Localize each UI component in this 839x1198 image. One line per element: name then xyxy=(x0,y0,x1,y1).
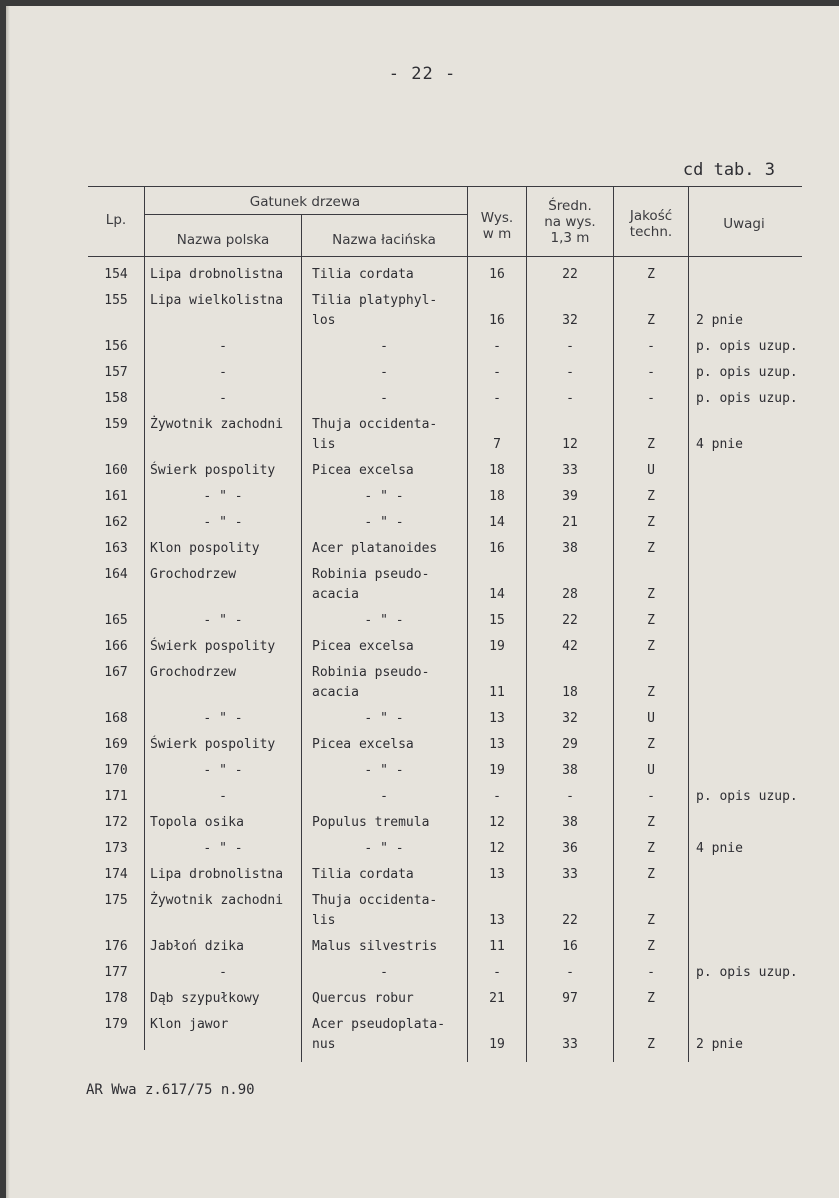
cell-sredn: 39 xyxy=(562,489,578,504)
cell-nazwa-lacinska: Tilia cordata xyxy=(312,267,414,282)
cell-jakosc: U xyxy=(647,463,655,478)
header-jakosc-line-2: techn. xyxy=(629,224,673,240)
cell-wys: 11 xyxy=(489,939,505,954)
header-sredn-line-2: na wys. xyxy=(544,214,596,230)
cell-lp: 177 xyxy=(104,965,128,980)
cell-wys: - xyxy=(493,965,501,980)
cell-lp: 167 xyxy=(104,665,128,680)
cell-nazwa-polska: Żywotnik zachodni xyxy=(150,893,284,908)
cell-nazwa-polska: Lipa wielkolistna xyxy=(150,293,284,308)
cell-nazwa-polska: - xyxy=(219,339,227,354)
cell-lp: 164 xyxy=(104,567,128,582)
cell-lp: 166 xyxy=(104,639,128,654)
header-nazwa-lacinska: Nazwa łacińska xyxy=(332,232,436,248)
cell-jakosc: Z xyxy=(647,867,655,882)
cell-nazwa-polska: Klon pospolity xyxy=(150,541,260,556)
page-spine-shadow xyxy=(6,6,10,1198)
cell-sredn: 22 xyxy=(562,913,578,928)
cell-jakosc: Z xyxy=(647,991,655,1006)
footer-archive-mark: AR Wwa z.617/75 n.90 xyxy=(86,1082,255,1098)
cell-nazwa-polska: - xyxy=(219,789,227,804)
header-wys-line-1: Wys. xyxy=(480,210,514,226)
cell-sredn: - xyxy=(566,365,574,380)
cell-nazwa-lacinska: Malus silvestris xyxy=(312,939,438,954)
cell-nazwa-lacinska: Tilia cordata xyxy=(312,867,414,882)
cell-nazwa-polska: - " - xyxy=(203,613,243,628)
cell-jakosc: - xyxy=(647,391,655,406)
cell-wys: 16 xyxy=(489,313,505,328)
cell-jakosc: Z xyxy=(647,587,655,602)
cell-nazwa-polska: Świerk pospolity xyxy=(150,639,276,654)
cell-lp: 161 xyxy=(104,489,128,504)
cell-jakosc: U xyxy=(647,763,655,778)
cell-nazwa-polska: Dąb szypułkowy xyxy=(150,991,260,1006)
cell-nazwa-polska: - xyxy=(219,365,227,380)
cell-sredn: 33 xyxy=(562,463,578,478)
cell-wys: 13 xyxy=(489,737,505,752)
cell-sredn: 22 xyxy=(562,267,578,282)
header-uwagi: Uwagi xyxy=(723,216,765,232)
cell-uwagi: 4 pnie xyxy=(696,437,743,452)
cell-lp: 171 xyxy=(104,789,128,804)
cell-nazwa-lacinska: - xyxy=(380,365,388,380)
cell-nazwa-lacinska: - " - xyxy=(364,711,404,726)
cell-wys: 12 xyxy=(489,841,505,856)
cell-nazwa-lacinska: Thuja occidenta- xyxy=(312,417,438,432)
cell-sredn: 38 xyxy=(562,815,578,830)
cell-nazwa-polska: - " - xyxy=(203,489,243,504)
cell-nazwa-lacinska: acacia xyxy=(312,587,359,602)
cell-sredn: 18 xyxy=(562,685,578,700)
cell-lp: 174 xyxy=(104,867,128,882)
cell-nazwa-lacinska: Thuja occidenta- xyxy=(312,893,438,908)
cell-sredn: 38 xyxy=(562,763,578,778)
cell-nazwa-polska: - " - xyxy=(203,763,243,778)
cell-nazwa-lacinska: - " - xyxy=(364,515,404,530)
cell-jakosc: Z xyxy=(647,437,655,452)
cell-nazwa-polska: Żywotnik zachodni xyxy=(150,417,284,432)
cell-sredn: 97 xyxy=(562,991,578,1006)
cell-sredn: 16 xyxy=(562,939,578,954)
cell-jakosc: Z xyxy=(647,613,655,628)
cell-sredn: 28 xyxy=(562,587,578,602)
header-jakosc-line-1: Jakość xyxy=(629,208,673,224)
cell-sredn: 42 xyxy=(562,639,578,654)
cell-jakosc: Z xyxy=(647,639,655,654)
cell-uwagi: 4 pnie xyxy=(696,841,743,856)
cell-lp: 175 xyxy=(104,893,128,908)
cell-wys: 13 xyxy=(489,711,505,726)
cell-sredn: - xyxy=(566,391,574,406)
cell-nazwa-polska: Świerk pospolity xyxy=(150,737,276,752)
cell-sredn: - xyxy=(566,965,574,980)
cell-nazwa-lacinska: - xyxy=(380,789,388,804)
cell-wys: 14 xyxy=(489,587,505,602)
cell-lp: 170 xyxy=(104,763,128,778)
cell-jakosc: - xyxy=(647,789,655,804)
table-continuation-label: cd tab. 3 xyxy=(682,160,775,180)
cell-jakosc: Z xyxy=(647,737,655,752)
header-lp: Lp. xyxy=(105,212,127,228)
header-bottom-rule xyxy=(88,256,802,257)
cell-lp: 163 xyxy=(104,541,128,556)
cell-nazwa-lacinska: - xyxy=(380,391,388,406)
cell-jakosc: Z xyxy=(647,913,655,928)
cell-jakosc: Z xyxy=(647,267,655,282)
cell-uwagi: p. opis uzup. xyxy=(696,391,798,406)
cell-uwagi: 2 pnie xyxy=(696,1037,743,1052)
cell-nazwa-lacinska: - " - xyxy=(364,841,404,856)
cell-wys: - xyxy=(493,789,501,804)
cell-nazwa-lacinska: acacia xyxy=(312,685,359,700)
cell-sredn: 12 xyxy=(562,437,578,452)
cell-sredn: 32 xyxy=(562,711,578,726)
cell-jakosc: Z xyxy=(647,541,655,556)
cell-sredn: 33 xyxy=(562,867,578,882)
cell-nazwa-lacinska: Acer platanoides xyxy=(312,541,438,556)
cell-jakosc: - xyxy=(647,339,655,354)
cell-nazwa-polska: Jabłoń dzika xyxy=(150,939,244,954)
cell-wys: 14 xyxy=(489,515,505,530)
cell-lp: 173 xyxy=(104,841,128,856)
cell-nazwa-polska: - xyxy=(219,965,227,980)
header-wys-line-2: w m xyxy=(482,226,512,242)
cell-nazwa-polska: Klon jawor xyxy=(150,1017,229,1032)
cell-sredn: 36 xyxy=(562,841,578,856)
cell-lp: 168 xyxy=(104,711,128,726)
cell-sredn: 33 xyxy=(562,1037,578,1052)
cell-lp: 157 xyxy=(104,365,128,380)
table-top-rule xyxy=(88,186,802,187)
cell-nazwa-lacinska: Picea excelsa xyxy=(312,737,414,752)
cell-nazwa-lacinska: lis xyxy=(312,437,336,452)
cell-wys: 7 xyxy=(493,437,501,452)
cell-nazwa-polska: - " - xyxy=(203,841,243,856)
cell-uwagi: p. opis uzup. xyxy=(696,365,798,380)
cell-lp: 169 xyxy=(104,737,128,752)
cell-uwagi: p. opis uzup. xyxy=(696,965,798,980)
cell-lp: 158 xyxy=(104,391,128,406)
cell-wys: 19 xyxy=(489,639,505,654)
cell-wys: - xyxy=(493,365,501,380)
cell-jakosc: Z xyxy=(647,841,655,856)
cell-wys: 13 xyxy=(489,867,505,882)
cell-lp: 165 xyxy=(104,613,128,628)
cell-lp: 178 xyxy=(104,991,128,1006)
cell-nazwa-lacinska: nus xyxy=(312,1037,336,1052)
cell-nazwa-lacinska: - " - xyxy=(364,489,404,504)
cell-jakosc: Z xyxy=(647,939,655,954)
cell-nazwa-lacinska: - " - xyxy=(364,763,404,778)
cell-nazwa-lacinska: Acer pseudoplata- xyxy=(312,1017,446,1032)
cell-wys: 18 xyxy=(489,489,505,504)
cell-uwagi: 2 pnie xyxy=(696,313,743,328)
cell-nazwa-polska: - xyxy=(219,391,227,406)
column-rule-jakosc xyxy=(688,186,689,1062)
cell-nazwa-lacinska: Tilia platyphyl- xyxy=(312,293,438,308)
cell-jakosc: Z xyxy=(647,489,655,504)
cell-lp: 159 xyxy=(104,417,128,432)
cell-lp: 179 xyxy=(104,1017,128,1032)
page-number: - 22 - xyxy=(388,64,457,84)
cell-nazwa-polska: - " - xyxy=(203,711,243,726)
cell-nazwa-polska: - " - xyxy=(203,515,243,530)
cell-jakosc: U xyxy=(647,711,655,726)
cell-sredn: 38 xyxy=(562,541,578,556)
cell-nazwa-polska: Grochodrzew xyxy=(150,665,237,680)
cell-lp: 162 xyxy=(104,515,128,530)
cell-sredn: - xyxy=(566,789,574,804)
header-sredn-line-3: 1,3 m xyxy=(550,230,590,246)
cell-nazwa-lacinska: Robinia pseudo- xyxy=(312,665,430,680)
cell-nazwa-lacinska: Robinia pseudo- xyxy=(312,567,430,582)
cell-nazwa-lacinska: Picea excelsa xyxy=(312,639,414,654)
cell-lp: 155 xyxy=(104,293,128,308)
cell-uwagi: p. opis uzup. xyxy=(696,339,798,354)
cell-nazwa-polska: Świerk pospolity xyxy=(150,463,276,478)
cell-wys: 18 xyxy=(489,463,505,478)
cell-wys: 12 xyxy=(489,815,505,830)
header-nazwa-polska: Nazwa polska xyxy=(176,232,270,248)
cell-nazwa-lacinska: Quercus robur xyxy=(312,991,414,1006)
cell-nazwa-lacinska: - " - xyxy=(364,613,404,628)
cell-sredn: 21 xyxy=(562,515,578,530)
cell-wys: 19 xyxy=(489,1037,505,1052)
cell-lp: 176 xyxy=(104,939,128,954)
cell-sredn: - xyxy=(566,339,574,354)
cell-jakosc: Z xyxy=(647,313,655,328)
cell-nazwa-polska: Topola osika xyxy=(150,815,244,830)
cell-lp: 160 xyxy=(104,463,128,478)
cell-jakosc: Z xyxy=(647,1037,655,1052)
cell-sredn: 22 xyxy=(562,613,578,628)
header-sredn-line-1: Średn. xyxy=(548,198,592,214)
cell-wys: 13 xyxy=(489,913,505,928)
cell-jakosc: Z xyxy=(647,685,655,700)
cell-jakosc: Z xyxy=(647,515,655,530)
cell-nazwa-polska: Lipa drobnolistna xyxy=(150,867,284,882)
cell-nazwa-polska: Lipa drobnolistna xyxy=(150,267,284,282)
cell-nazwa-lacinska: - xyxy=(380,339,388,354)
cell-lp: 156 xyxy=(104,339,128,354)
subheader-rule xyxy=(145,214,467,215)
cell-wys: 16 xyxy=(489,541,505,556)
cell-wys: - xyxy=(493,339,501,354)
cell-wys: 19 xyxy=(489,763,505,778)
cell-sredn: 29 xyxy=(562,737,578,752)
cell-wys: - xyxy=(493,391,501,406)
cell-nazwa-lacinska: Populus tremula xyxy=(312,815,430,830)
cell-lp: 154 xyxy=(104,267,128,282)
cell-jakosc: Z xyxy=(647,815,655,830)
cell-uwagi: p. opis uzup. xyxy=(696,789,798,804)
cell-jakosc: - xyxy=(647,365,655,380)
cell-nazwa-lacinska: Picea excelsa xyxy=(312,463,414,478)
header-gatunek: Gatunek drzewa xyxy=(249,194,361,210)
cell-jakosc: - xyxy=(647,965,655,980)
cell-nazwa-lacinska: los xyxy=(312,313,336,328)
cell-wys: 11 xyxy=(489,685,505,700)
cell-nazwa-polska: Grochodrzew xyxy=(150,567,237,582)
cell-wys: 21 xyxy=(489,991,505,1006)
cell-nazwa-lacinska: - xyxy=(380,965,388,980)
cell-wys: 15 xyxy=(489,613,505,628)
document-page xyxy=(6,6,839,1198)
cell-wys: 16 xyxy=(489,267,505,282)
cell-nazwa-lacinska: lis xyxy=(312,913,336,928)
cell-sredn: 32 xyxy=(562,313,578,328)
cell-lp: 172 xyxy=(104,815,128,830)
